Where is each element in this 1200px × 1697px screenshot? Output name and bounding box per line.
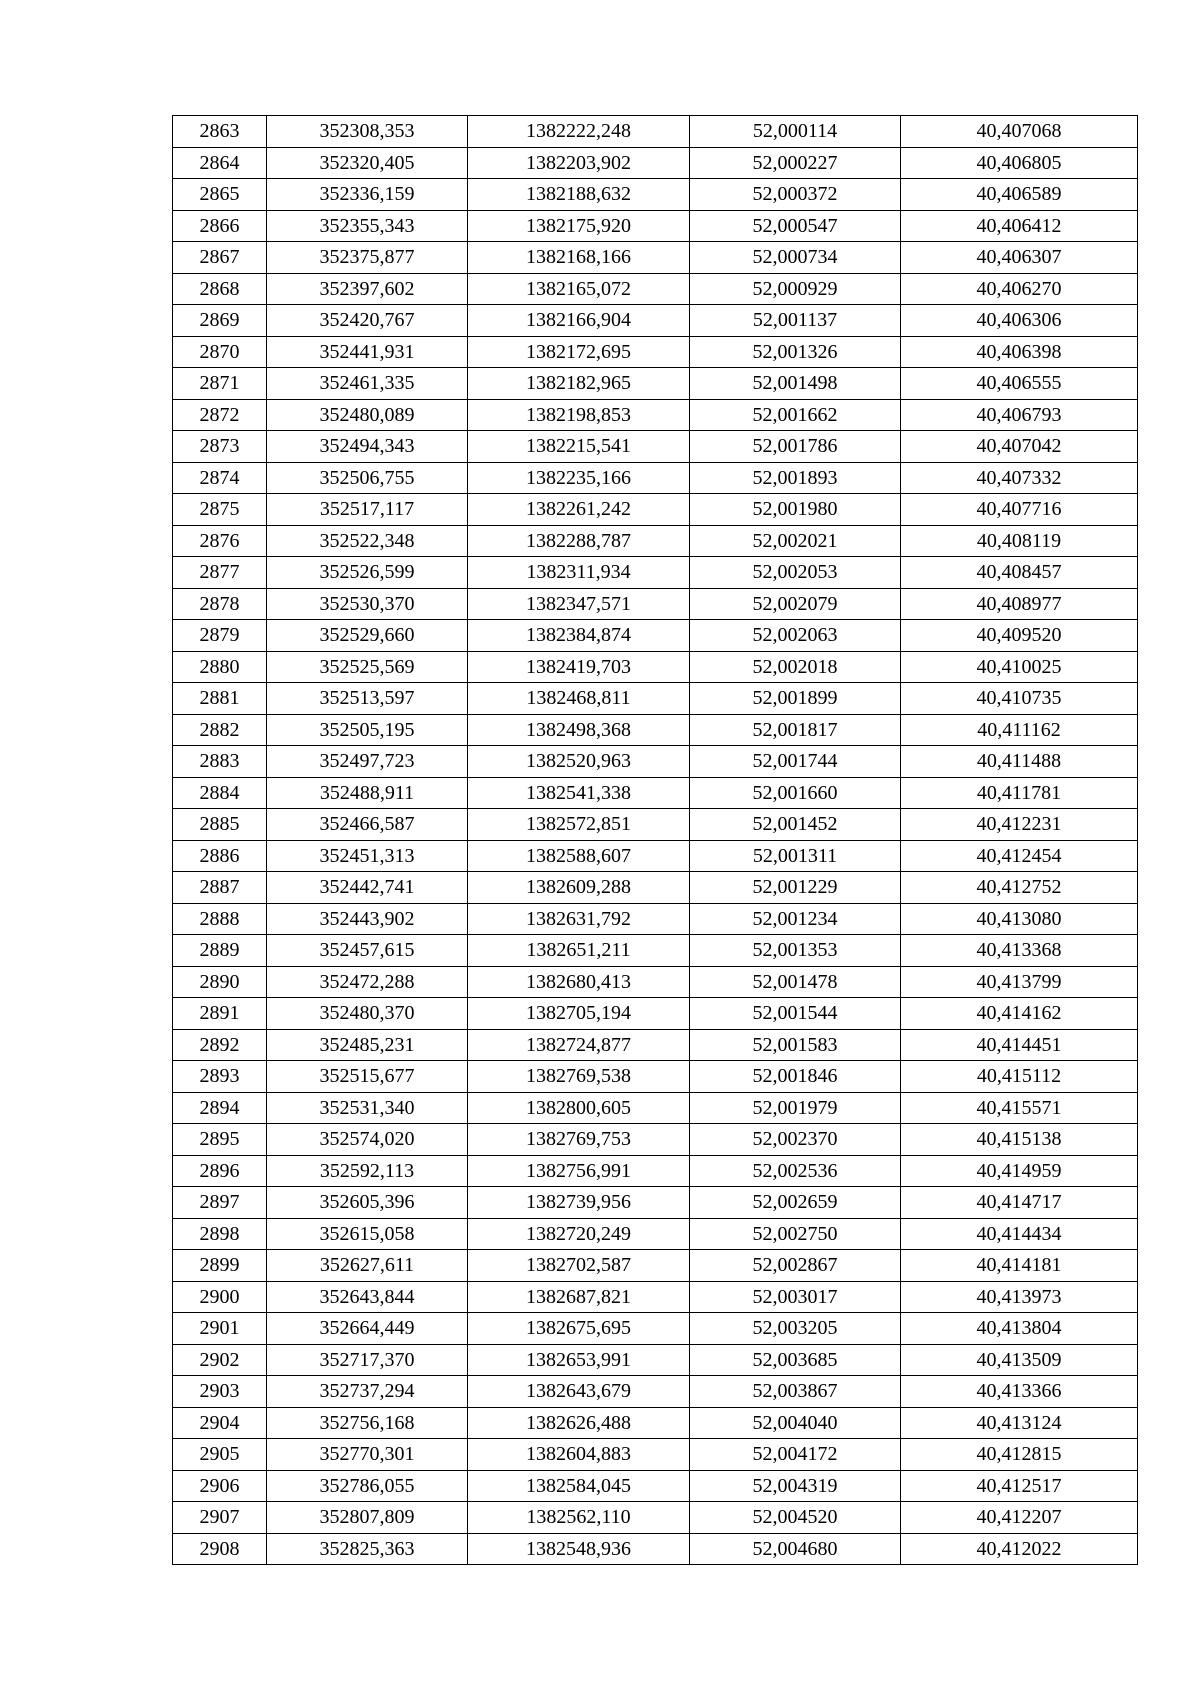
cell-x-coordinate: 352506,755	[267, 462, 468, 494]
cell-x-coordinate: 352494,343	[267, 431, 468, 463]
cell-latitude: 52,001326	[690, 336, 901, 368]
cell-longitude: 40,413509	[901, 1344, 1138, 1376]
cell-y-coordinate: 1382626,488	[468, 1407, 690, 1439]
cell-point-number: 2864	[173, 147, 267, 179]
cell-x-coordinate: 352592,113	[267, 1155, 468, 1187]
cell-x-coordinate: 352472,288	[267, 966, 468, 998]
cell-latitude: 52,002536	[690, 1155, 901, 1187]
cell-y-coordinate: 1382498,368	[468, 714, 690, 746]
cell-longitude: 40,407332	[901, 462, 1138, 494]
cell-point-number: 2906	[173, 1470, 267, 1502]
cell-longitude: 40,415112	[901, 1061, 1138, 1093]
cell-longitude: 40,412454	[901, 840, 1138, 872]
cell-point-number: 2893	[173, 1061, 267, 1093]
cell-longitude: 40,411488	[901, 746, 1138, 778]
cell-point-number: 2889	[173, 935, 267, 967]
cell-longitude: 40,408119	[901, 525, 1138, 557]
cell-point-number: 2885	[173, 809, 267, 841]
table-row	[173, 872, 1138, 904]
cell-x-coordinate: 352664,449	[267, 1313, 468, 1345]
cell-point-number: 2886	[173, 840, 267, 872]
cell-x-coordinate: 352497,723	[267, 746, 468, 778]
table-row	[173, 179, 1138, 211]
cell-latitude: 52,001744	[690, 746, 901, 778]
cell-y-coordinate: 1382739,956	[468, 1187, 690, 1219]
cell-point-number: 2901	[173, 1313, 267, 1345]
table-row	[173, 525, 1138, 557]
cell-x-coordinate: 352420,767	[267, 305, 468, 337]
cell-latitude: 52,000372	[690, 179, 901, 211]
cell-point-number: 2887	[173, 872, 267, 904]
cell-longitude: 40,414717	[901, 1187, 1138, 1219]
cell-latitude: 52,002063	[690, 620, 901, 652]
cell-longitude: 40,413366	[901, 1376, 1138, 1408]
cell-point-number: 2882	[173, 714, 267, 746]
cell-latitude: 52,001662	[690, 399, 901, 431]
cell-y-coordinate: 1382347,571	[468, 588, 690, 620]
table-row	[173, 1155, 1138, 1187]
cell-y-coordinate: 1382800,605	[468, 1092, 690, 1124]
table-row	[173, 1029, 1138, 1061]
cell-longitude: 40,408977	[901, 588, 1138, 620]
table-row	[173, 1092, 1138, 1124]
cell-y-coordinate: 1382215,541	[468, 431, 690, 463]
cell-x-coordinate: 352807,809	[267, 1502, 468, 1534]
cell-y-coordinate: 1382468,811	[468, 683, 690, 715]
cell-latitude: 52,001544	[690, 998, 901, 1030]
cell-x-coordinate: 352457,615	[267, 935, 468, 967]
cell-y-coordinate: 1382165,072	[468, 273, 690, 305]
cell-point-number: 2884	[173, 777, 267, 809]
table-row	[173, 1376, 1138, 1408]
table-row	[173, 273, 1138, 305]
cell-x-coordinate: 352529,660	[267, 620, 468, 652]
cell-longitude: 40,407716	[901, 494, 1138, 526]
cell-longitude: 40,412815	[901, 1439, 1138, 1471]
cell-x-coordinate: 352530,370	[267, 588, 468, 620]
cell-y-coordinate: 1382769,753	[468, 1124, 690, 1156]
table-row	[173, 1281, 1138, 1313]
table-row	[173, 1250, 1138, 1282]
cell-latitude: 52,004172	[690, 1439, 901, 1471]
cell-x-coordinate: 352643,844	[267, 1281, 468, 1313]
table-row	[173, 399, 1138, 431]
cell-y-coordinate: 1382168,166	[468, 242, 690, 274]
cell-latitude: 52,001979	[690, 1092, 901, 1124]
cell-y-coordinate: 1382261,242	[468, 494, 690, 526]
table-row	[173, 714, 1138, 746]
cell-longitude: 40,412231	[901, 809, 1138, 841]
cell-point-number: 2899	[173, 1250, 267, 1282]
cell-y-coordinate: 1382653,991	[468, 1344, 690, 1376]
cell-point-number: 2863	[173, 116, 267, 148]
table-row	[173, 242, 1138, 274]
cell-longitude: 40,414959	[901, 1155, 1138, 1187]
cell-y-coordinate: 1382680,413	[468, 966, 690, 998]
cell-y-coordinate: 1382675,695	[468, 1313, 690, 1345]
cell-latitude: 52,001899	[690, 683, 901, 715]
cell-x-coordinate: 352485,231	[267, 1029, 468, 1061]
cell-x-coordinate: 352627,611	[267, 1250, 468, 1282]
cell-longitude: 40,414434	[901, 1218, 1138, 1250]
table-row	[173, 336, 1138, 368]
cell-point-number: 2871	[173, 368, 267, 400]
cell-point-number: 2908	[173, 1533, 267, 1565]
cell-y-coordinate: 1382584,045	[468, 1470, 690, 1502]
cell-y-coordinate: 1382203,902	[468, 147, 690, 179]
table-row	[173, 147, 1138, 179]
cell-point-number: 2900	[173, 1281, 267, 1313]
table-row	[173, 746, 1138, 778]
cell-x-coordinate: 352466,587	[267, 809, 468, 841]
cell-longitude: 40,413368	[901, 935, 1138, 967]
cell-longitude: 40,415571	[901, 1092, 1138, 1124]
cell-latitude: 52,000547	[690, 210, 901, 242]
table-row	[173, 903, 1138, 935]
cell-longitude: 40,413124	[901, 1407, 1138, 1439]
cell-y-coordinate: 1382631,792	[468, 903, 690, 935]
cell-latitude: 52,001353	[690, 935, 901, 967]
cell-y-coordinate: 1382651,211	[468, 935, 690, 967]
cell-x-coordinate: 352513,597	[267, 683, 468, 715]
cell-latitude: 52,003017	[690, 1281, 901, 1313]
table-row	[173, 1218, 1138, 1250]
cell-longitude: 40,406398	[901, 336, 1138, 368]
cell-point-number: 2872	[173, 399, 267, 431]
cell-x-coordinate: 352488,911	[267, 777, 468, 809]
cell-x-coordinate: 352515,677	[267, 1061, 468, 1093]
table-row	[173, 935, 1138, 967]
cell-latitude: 52,001660	[690, 777, 901, 809]
cell-longitude: 40,406589	[901, 179, 1138, 211]
cell-y-coordinate: 1382687,821	[468, 1281, 690, 1313]
table-row	[173, 557, 1138, 589]
cell-latitude: 52,001311	[690, 840, 901, 872]
cell-y-coordinate: 1382235,166	[468, 462, 690, 494]
cell-x-coordinate: 352320,405	[267, 147, 468, 179]
cell-latitude: 52,001229	[690, 872, 901, 904]
table-row	[173, 588, 1138, 620]
cell-latitude: 52,001452	[690, 809, 901, 841]
cell-point-number: 2897	[173, 1187, 267, 1219]
cell-latitude: 52,003205	[690, 1313, 901, 1345]
cell-latitude: 52,002659	[690, 1187, 901, 1219]
cell-latitude: 52,000114	[690, 116, 901, 148]
cell-point-number: 2894	[173, 1092, 267, 1124]
cell-latitude: 52,001786	[690, 431, 901, 463]
cell-point-number: 2888	[173, 903, 267, 935]
cell-point-number: 2870	[173, 336, 267, 368]
cell-point-number: 2869	[173, 305, 267, 337]
cell-latitude: 52,003685	[690, 1344, 901, 1376]
cell-point-number: 2902	[173, 1344, 267, 1376]
cell-point-number: 2907	[173, 1502, 267, 1534]
table-row	[173, 1187, 1138, 1219]
cell-latitude: 52,001583	[690, 1029, 901, 1061]
table-row	[173, 1533, 1138, 1565]
cell-longitude: 40,407042	[901, 431, 1138, 463]
cell-y-coordinate: 1382188,632	[468, 179, 690, 211]
cell-x-coordinate: 352355,343	[267, 210, 468, 242]
cell-longitude: 40,411781	[901, 777, 1138, 809]
cell-x-coordinate: 352522,348	[267, 525, 468, 557]
cell-latitude: 52,001846	[690, 1061, 901, 1093]
cell-y-coordinate: 1382384,874	[468, 620, 690, 652]
cell-x-coordinate: 352717,370	[267, 1344, 468, 1376]
cell-latitude: 52,004040	[690, 1407, 901, 1439]
cell-point-number: 2868	[173, 273, 267, 305]
cell-latitude: 52,001234	[690, 903, 901, 935]
cell-x-coordinate: 352574,020	[267, 1124, 468, 1156]
cell-longitude: 40,410025	[901, 651, 1138, 683]
cell-x-coordinate: 352442,741	[267, 872, 468, 904]
cell-x-coordinate: 352615,058	[267, 1218, 468, 1250]
coordinates-table-body	[173, 116, 1138, 1565]
table-row	[173, 462, 1138, 494]
cell-latitude: 52,000734	[690, 242, 901, 274]
cell-latitude: 52,004520	[690, 1502, 901, 1534]
table-row	[173, 809, 1138, 841]
cell-y-coordinate: 1382520,963	[468, 746, 690, 778]
cell-longitude: 40,414181	[901, 1250, 1138, 1282]
cell-point-number: 2905	[173, 1439, 267, 1471]
cell-latitude: 52,002079	[690, 588, 901, 620]
cell-point-number: 2878	[173, 588, 267, 620]
cell-x-coordinate: 352526,599	[267, 557, 468, 589]
table-row	[173, 651, 1138, 683]
cell-point-number: 2866	[173, 210, 267, 242]
cell-longitude: 40,413973	[901, 1281, 1138, 1313]
table-row	[173, 210, 1138, 242]
cell-latitude: 52,002867	[690, 1250, 901, 1282]
cell-longitude: 40,406270	[901, 273, 1138, 305]
cell-x-coordinate: 352531,340	[267, 1092, 468, 1124]
cell-latitude: 52,002750	[690, 1218, 901, 1250]
cell-y-coordinate: 1382705,194	[468, 998, 690, 1030]
cell-y-coordinate: 1382562,110	[468, 1502, 690, 1534]
cell-x-coordinate: 352517,117	[267, 494, 468, 526]
cell-y-coordinate: 1382198,853	[468, 399, 690, 431]
cell-latitude: 52,002053	[690, 557, 901, 589]
cell-longitude: 40,412022	[901, 1533, 1138, 1565]
cell-point-number: 2865	[173, 179, 267, 211]
cell-latitude: 52,001817	[690, 714, 901, 746]
table-row	[173, 368, 1138, 400]
cell-x-coordinate: 352756,168	[267, 1407, 468, 1439]
table-row	[173, 305, 1138, 337]
cell-x-coordinate: 352825,363	[267, 1533, 468, 1565]
cell-point-number: 2890	[173, 966, 267, 998]
table-row	[173, 683, 1138, 715]
cell-x-coordinate: 352525,569	[267, 651, 468, 683]
table-row	[173, 431, 1138, 463]
cell-longitude: 40,412752	[901, 872, 1138, 904]
cell-y-coordinate: 1382541,338	[468, 777, 690, 809]
cell-point-number: 2883	[173, 746, 267, 778]
cell-longitude: 40,406805	[901, 147, 1138, 179]
cell-latitude: 52,001137	[690, 305, 901, 337]
cell-point-number: 2892	[173, 1029, 267, 1061]
cell-y-coordinate: 1382288,787	[468, 525, 690, 557]
cell-latitude: 52,000929	[690, 273, 901, 305]
cell-longitude: 40,413080	[901, 903, 1138, 935]
table-row	[173, 840, 1138, 872]
cell-x-coordinate: 352480,370	[267, 998, 468, 1030]
cell-longitude: 40,406793	[901, 399, 1138, 431]
cell-latitude: 52,002018	[690, 651, 901, 683]
table-row	[173, 1313, 1138, 1345]
cell-latitude: 52,002021	[690, 525, 901, 557]
cell-longitude: 40,412517	[901, 1470, 1138, 1502]
cell-longitude: 40,415138	[901, 1124, 1138, 1156]
cell-y-coordinate: 1382643,679	[468, 1376, 690, 1408]
table-row	[173, 1470, 1138, 1502]
cell-point-number: 2881	[173, 683, 267, 715]
cell-latitude: 52,000227	[690, 147, 901, 179]
cell-longitude: 40,410735	[901, 683, 1138, 715]
cell-point-number: 2880	[173, 651, 267, 683]
cell-longitude: 40,409520	[901, 620, 1138, 652]
cell-x-coordinate: 352480,089	[267, 399, 468, 431]
cell-x-coordinate: 352375,877	[267, 242, 468, 274]
cell-longitude: 40,412207	[901, 1502, 1138, 1534]
cell-y-coordinate: 1382311,934	[468, 557, 690, 589]
cell-latitude: 52,004319	[690, 1470, 901, 1502]
table-row	[173, 116, 1138, 148]
table-row	[173, 966, 1138, 998]
cell-longitude: 40,408457	[901, 557, 1138, 589]
cell-point-number: 2891	[173, 998, 267, 1030]
cell-x-coordinate: 352737,294	[267, 1376, 468, 1408]
cell-x-coordinate: 352786,055	[267, 1470, 468, 1502]
cell-x-coordinate: 352336,159	[267, 179, 468, 211]
cell-point-number: 2879	[173, 620, 267, 652]
table-row	[173, 1439, 1138, 1471]
cell-y-coordinate: 1382548,936	[468, 1533, 690, 1565]
cell-longitude: 40,406307	[901, 242, 1138, 274]
table-row	[173, 1061, 1138, 1093]
cell-point-number: 2875	[173, 494, 267, 526]
cell-longitude: 40,414162	[901, 998, 1138, 1030]
cell-y-coordinate: 1382604,883	[468, 1439, 690, 1471]
cell-longitude: 40,413799	[901, 966, 1138, 998]
cell-latitude: 52,002370	[690, 1124, 901, 1156]
table-row	[173, 620, 1138, 652]
cell-y-coordinate: 1382175,920	[468, 210, 690, 242]
table-row	[173, 998, 1138, 1030]
cell-y-coordinate: 1382222,248	[468, 116, 690, 148]
cell-point-number: 2873	[173, 431, 267, 463]
cell-y-coordinate: 1382769,538	[468, 1061, 690, 1093]
cell-x-coordinate: 352605,396	[267, 1187, 468, 1219]
cell-y-coordinate: 1382724,877	[468, 1029, 690, 1061]
cell-point-number: 2903	[173, 1376, 267, 1408]
table-row	[173, 494, 1138, 526]
cell-x-coordinate: 352770,301	[267, 1439, 468, 1471]
cell-latitude: 52,001478	[690, 966, 901, 998]
cell-latitude: 52,001980	[690, 494, 901, 526]
cell-latitude: 52,001893	[690, 462, 901, 494]
table-row	[173, 1344, 1138, 1376]
table-row	[173, 1407, 1138, 1439]
cell-y-coordinate: 1382166,904	[468, 305, 690, 337]
cell-y-coordinate: 1382702,587	[468, 1250, 690, 1282]
cell-longitude: 40,406555	[901, 368, 1138, 400]
cell-latitude: 52,001498	[690, 368, 901, 400]
cell-y-coordinate: 1382572,851	[468, 809, 690, 841]
cell-x-coordinate: 352451,313	[267, 840, 468, 872]
cell-longitude: 40,414451	[901, 1029, 1138, 1061]
cell-longitude: 40,413804	[901, 1313, 1138, 1345]
cell-longitude: 40,411162	[901, 714, 1138, 746]
coordinates-table	[172, 115, 1138, 1565]
cell-point-number: 2896	[173, 1155, 267, 1187]
cell-longitude: 40,407068	[901, 116, 1138, 148]
cell-longitude: 40,406306	[901, 305, 1138, 337]
cell-point-number: 2876	[173, 525, 267, 557]
cell-y-coordinate: 1382172,695	[468, 336, 690, 368]
cell-x-coordinate: 352443,902	[267, 903, 468, 935]
cell-y-coordinate: 1382588,607	[468, 840, 690, 872]
table-row	[173, 1124, 1138, 1156]
cell-point-number: 2904	[173, 1407, 267, 1439]
cell-point-number: 2898	[173, 1218, 267, 1250]
cell-y-coordinate: 1382720,249	[468, 1218, 690, 1250]
cell-x-coordinate: 352441,931	[267, 336, 468, 368]
cell-longitude: 40,406412	[901, 210, 1138, 242]
cell-x-coordinate: 352397,602	[267, 273, 468, 305]
cell-x-coordinate: 352461,335	[267, 368, 468, 400]
cell-point-number: 2895	[173, 1124, 267, 1156]
cell-y-coordinate: 1382182,965	[468, 368, 690, 400]
cell-point-number: 2877	[173, 557, 267, 589]
cell-latitude: 52,004680	[690, 1533, 901, 1565]
cell-x-coordinate: 352505,195	[267, 714, 468, 746]
cell-y-coordinate: 1382419,703	[468, 651, 690, 683]
table-row	[173, 777, 1138, 809]
cell-latitude: 52,003867	[690, 1376, 901, 1408]
cell-point-number: 2874	[173, 462, 267, 494]
cell-y-coordinate: 1382609,288	[468, 872, 690, 904]
cell-point-number: 2867	[173, 242, 267, 274]
cell-y-coordinate: 1382756,991	[468, 1155, 690, 1187]
cell-x-coordinate: 352308,353	[267, 116, 468, 148]
table-row	[173, 1502, 1138, 1534]
